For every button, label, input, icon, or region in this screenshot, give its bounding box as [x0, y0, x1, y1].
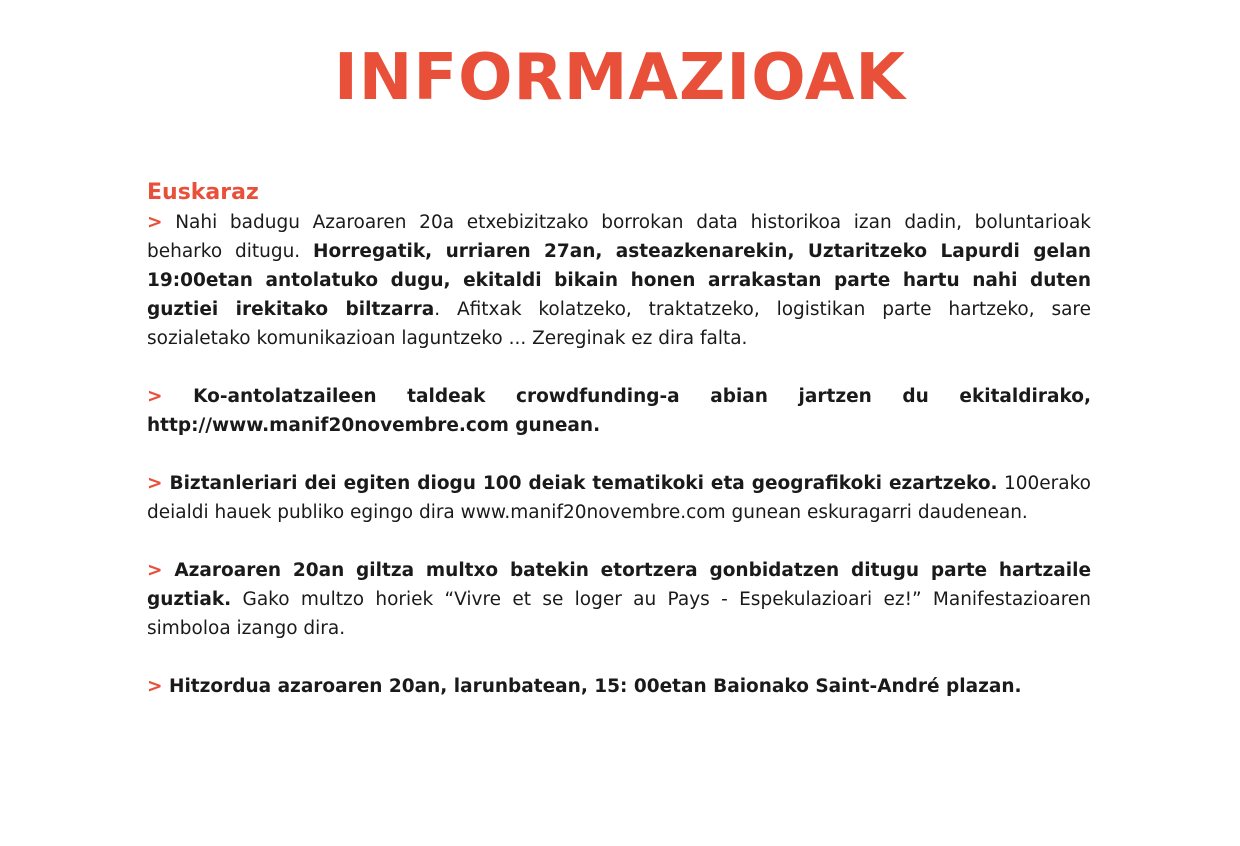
paragraph-meeting	[147, 672, 1091, 701]
paragraph-calls	[147, 469, 1091, 527]
paragraph-text-bold: Horregatik, urriaren 27an, asteazkenarekin, Uztaritzeko Lapurdi gelan 19:00etan antolatuko dugu, ekitaldi bikain honen arrakastan parte hartu nahi duten guztiei irekitako biltzarra	[147, 241, 1091, 320]
page-title: INFORMAZIOAK	[333, 41, 907, 115]
paragraph-text: Gako multzo horiek “Vivre et se loger au Pays - Espekulazioari ez!” Manifestazioaren simboloa izango dira.	[147, 589, 1091, 639]
paragraph-text-bold: Biztanleriari dei egiten diogu 100 deiak tematikoki eta geografikoki ezartzeko.	[162, 473, 998, 494]
paragraph-text: 100erako deialdi hauek publiko egingo dira www.manif20novembre.com gunean eskuragarri daudenean.	[147, 473, 1092, 523]
paragraph-text-bold: Hitzordua azaroaren 20an, larunbatean, 15: 00etan Baionako Saint-André plazan.	[162, 676, 1022, 697]
document-body	[147, 178, 1091, 730]
paragraph-volunteers	[147, 208, 1091, 353]
bullet-arrow: >	[147, 473, 163, 494]
paragraph-text-bold: Ko-antolatzaileen taldeak crowdfunding-a abian jartzen du ekitaldirako, http://www.manif20novembre.com gunean.	[147, 386, 1091, 436]
paragraph-text: Nahi badugu Azaroaren 20a etxebizitzako borrokan data historikoa izan dadin, boluntarioak beharko ditugu.	[147, 212, 1091, 262]
bullet-arrow: >	[147, 560, 163, 581]
bullet-arrow: >	[147, 386, 163, 407]
paragraph-crowdfunding	[147, 382, 1091, 440]
paragraph-text-bold: Azaroaren 20an giltza multxo batekin etortzera gonbidatzen ditugu parte hartzaile guztiak.	[147, 560, 1091, 610]
paragraph-keys	[147, 556, 1091, 643]
bullet-arrow: >	[147, 676, 163, 697]
section-heading: Euskaraz	[147, 180, 259, 205]
paragraph-text: . Afitxak kolatzeko, traktatzeko, logistikan parte hartzeko, sare sozialetako komunikazioan laguntzeko ... Zereginak ez dira falta.	[147, 299, 1092, 349]
bullet-arrow: >	[147, 212, 163, 233]
